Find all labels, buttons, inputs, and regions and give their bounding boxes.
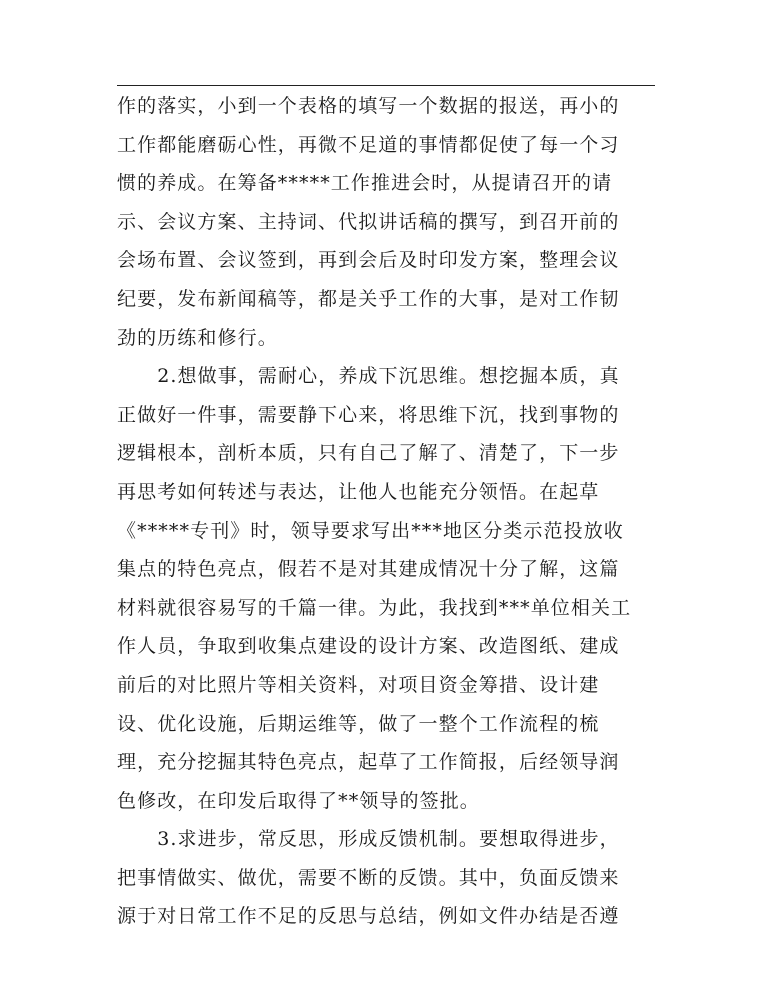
text-line: 集点的特色亮点，假若不是对其建成情况十分了解，这篇 [117,558,620,581]
text-line: 2.想做事，需耐心，养成下沉思维。想挖掘本质，真 [117,365,620,388]
text-line: 色修改，在印发后取得了**领导的签批。 [117,789,480,812]
text-line: 示、会议方案、主持词、代拟讲话稿的撰写，到召开前的 [117,210,620,233]
text-line: 劲的历练和修行。 [117,326,278,349]
header-rule [117,85,655,86]
text-line: 作人员，争取到收集点建设的设计方案、改造图纸、建成 [117,635,620,658]
text-line: 源于对日常工作不足的反思与总结，例如文件办结是否遵 [117,905,620,928]
text-line: 设、优化设施，后期运维等，做了一整个工作流程的梳 [117,712,600,735]
text-line: 纪要，发布新闻稿等，都是关乎工作的大事，是对工作韧 [117,287,620,310]
document-body [117,87,657,936]
text-line: 再思考如何转述与表达，让他人也能充分领悟。在起草 [117,480,600,503]
text-line: 把事情做实、做优，需要不断的反馈。其中，负面反馈来 [117,866,620,889]
text-line: 正做好一件事，需要静下心来，将思维下沉，找到事物的 [117,403,620,426]
text-line: 理，充分挖掘其特色亮点，起草了工作简报，后经领导润 [117,751,620,774]
text-line: 《*****专刊》时，领导要求写出***地区分类示范投放收 [117,519,624,542]
text-line: 作的落实，小到一个表格的填写一个数据的报送，再小的 [117,95,620,117]
text-line: 前后的对比照片等相关资料，对项目资金筹措、设计建 [117,673,600,696]
text-line: 惯的养成。在筹备*****工作推进会时，从提请召开的请 [117,172,613,195]
text-line: 工作都能磨砺心性，再微不足道的事情都促使了每一个习 [117,133,620,156]
text-line: 逻辑根本，剖析本质，只有自己了解了、清楚了，下一步 [117,442,620,465]
text-line: 材料就很容易写的千篇一律。为此，我找到***单位相关工 [117,596,632,619]
text-line: 会场布置、会议签到，再到会后及时印发方案，整理会议 [117,249,620,272]
text-line: 3.求进步，常反思，形成反馈机制。要想取得进步， [117,828,620,851]
